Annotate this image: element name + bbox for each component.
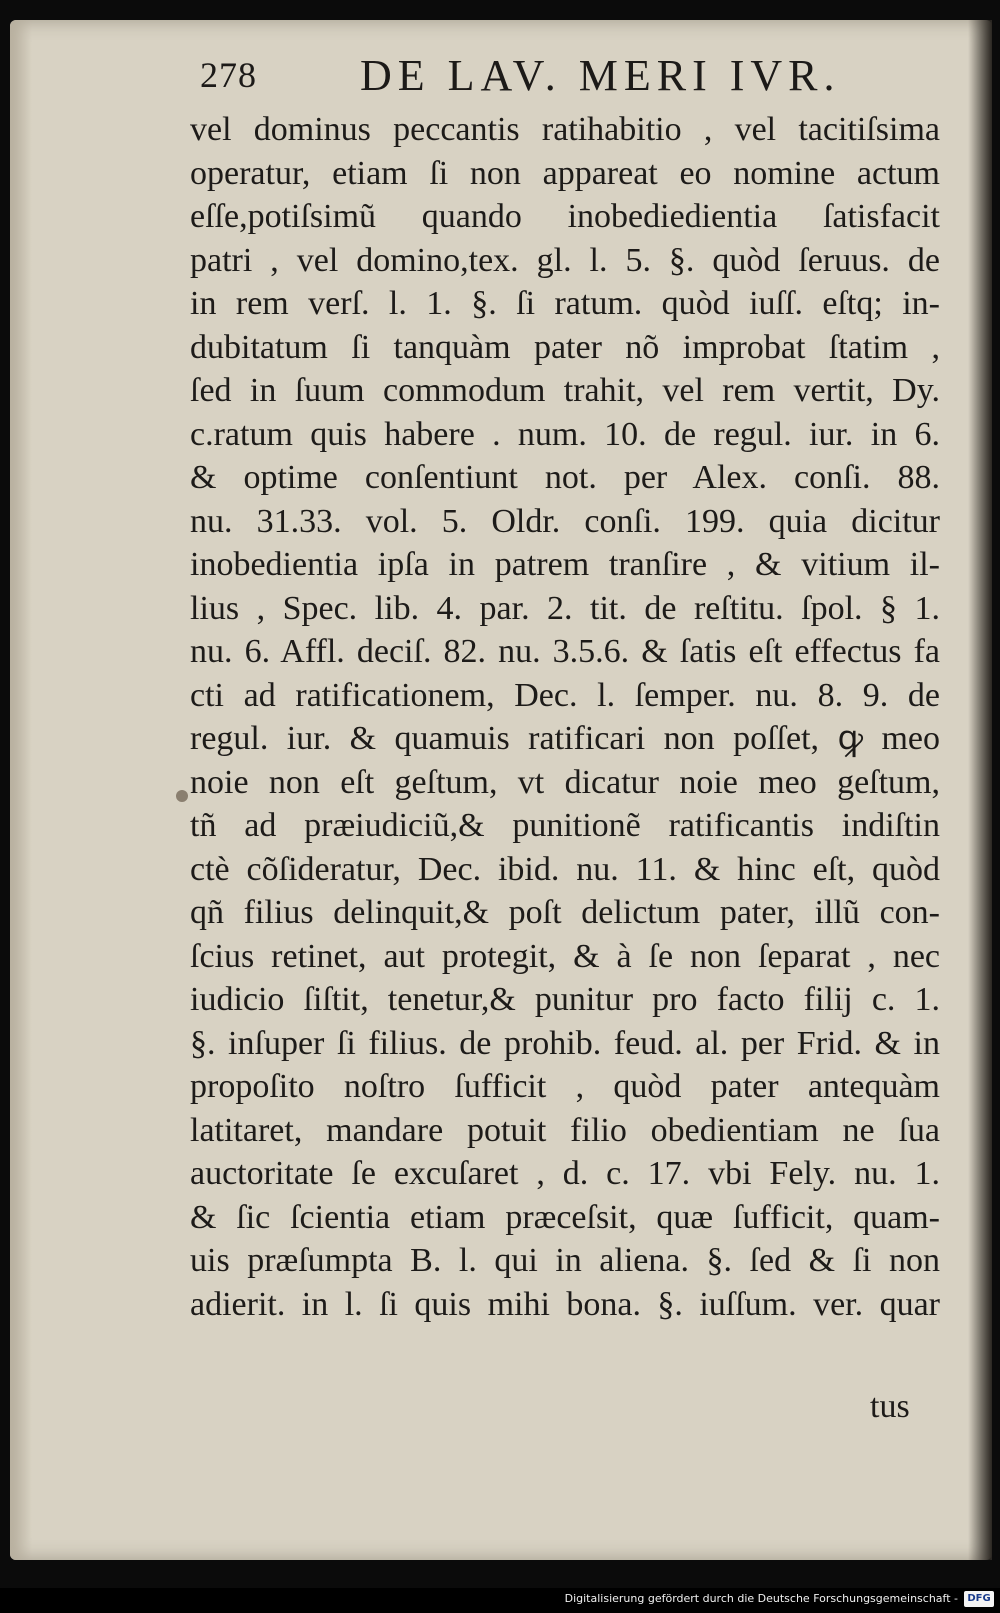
text-line: §. inſuper ſi filius. de prohib. feud. al. per Frid. & in [190,1024,940,1062]
text-line: & optime conſentiunt not. per Alex. conſi. 88. [190,459,940,496]
text-line: auctoritate ſe excuſaret , d. c. 17. vbi Fely. nu. 1. [190,1155,940,1192]
footer-bar [0,1588,1000,1613]
text-line: noie non eſt geſtum, vt dicatur noie meo geſtum, [190,763,940,801]
text-line: latitaret, mandare potuit filio obedientiam ne ſua [190,1111,940,1149]
text-line: eſſe,potiſsimũ quando inobediedientia ſatisfacit [190,198,940,235]
text-line: & ſic ſcientia etiam præceſsit, quæ ſufficit, quam- [190,1198,940,1236]
running-title: DE LAV. MERI IVR. [360,51,841,100]
text-line: cti ad ratificationem, Dec. l. ſemper. nu. 8. 9. de [190,676,940,714]
text-line: patri , vel domino,tex. gl. l. 5. §. quòd ſeruus. de [190,241,940,279]
text-line: nu. 31.33. vol. 5. Oldr. conſi. 199. quia dicitur [190,502,940,540]
text-line: ſcius retinet, aut protegit, & à ſe non ſeparat , nec [190,937,940,975]
catchword: tus [870,1388,910,1425]
text-line: propoſito noſtro ſufficit , quòd pater antequàm [190,1068,940,1105]
page-edge-right [968,20,992,1560]
text-line: in rem verſ. l. 1. §. ſi ratum. quòd iuſſ. eſtq; in- [190,285,940,322]
text-line: c.ratum quis habere . num. 10. de regul. iur. in 6. [190,415,940,453]
text-line: adierit. in l. ſi quis mihi bona. §. iuſſum. ver. quar [190,1285,940,1323]
text-line: operatur, etiam ſi non appareat eo nomine actum [190,154,940,192]
text-line: lius , Spec. lib. 4. par. 2. tit. de reſtitu. ſpol. § 1. [190,589,940,627]
text-line: uis præſumpta B. l. qui in aliena. §. ſed & ſi non [190,1242,940,1279]
dfg-logo-icon: DFG [964,1591,994,1607]
text-line: dubitatum ſi tanquàm pater nõ improbat ſtatim , [190,328,940,366]
margin-mark [176,790,188,802]
text-line: qñ filius delinquit,& poſt delictum pater, illũ con- [190,894,940,931]
text-line: vel dominus peccantis ratihabitio , vel tacitiſsima [190,111,940,148]
page-edge-left [10,20,32,1560]
text-line: regul. iur. & quamuis ratificari non poſſet, ꝙ meo [190,720,940,757]
text-line: nu. 6. Affl. deciſ. 82. nu. 3.5.6. & ſatis eſt effectus fa [190,633,940,670]
text-line: inobedientia ipſa in patrem tranſire , & vitium il- [190,546,940,583]
page-number: 278 [200,55,257,95]
running-head [200,50,960,106]
text-block [190,108,960,1326]
text-line: ſed in ſuum commodum trahit, vel rem vertit, Dy. [190,372,940,409]
text-line: tñ ad præiudiciũ,& punitionẽ ratificantis indiſtin [190,807,940,844]
digitization-credit: Digitalisierung gefördert durch die Deutsche Forschungsgemeinschaft - [564,1592,958,1605]
text-line: iudicio ſiſtit, tenetur,& punitur pro facto filij c. 1. [190,981,940,1018]
text-line: ctè cõſideratur, Dec. ibid. nu. 11. & hinc eſt, quòd [190,850,940,888]
